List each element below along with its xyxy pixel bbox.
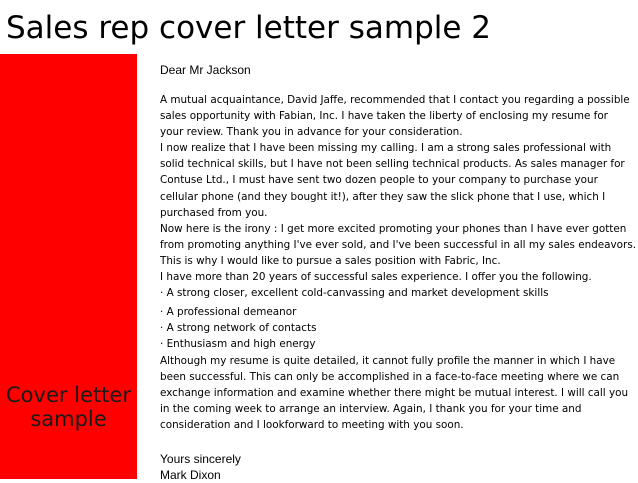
letter-line: solid technical skills, but I have not been selling technical products. As sales manager for: [160, 158, 625, 171]
letter-bullet: · Enthusiasm and high energy: [160, 338, 316, 351]
letter-bullet: · A strong closer, excellent cold-canvassing and market development skills: [160, 287, 549, 300]
letter-line: your review. Thank you in advance for your consideration.: [160, 126, 463, 139]
letter-line: This is why I would like to pursue a sales position with Fabric, Inc.: [160, 254, 501, 267]
sidebar-label-line-2: sample: [30, 407, 107, 431]
letter-body: [160, 62, 637, 483]
slide-title: Sales rep cover letter sample 2: [6, 10, 492, 46]
letter-line: I now realize that I have been missing my calling. I am a strong sales professional with: [160, 142, 612, 155]
red-sidebar: [0, 54, 137, 479]
letter-line: Although my resume is quite detailed, it cannot fully profile the manner in which I have: [160, 354, 616, 367]
letter-signature: Mark Dixon: [160, 467, 221, 482]
letter-line: exchange information and examine whether there might be mutual interest. I will call you: [160, 386, 629, 399]
letter-line: from promoting anything I've ever sold, and I've been successful in all my sales endeavors.: [160, 238, 637, 251]
letter-line: consideration and I lookforward to meeting with you soon.: [160, 418, 464, 431]
letter-line: purchased from you.: [160, 206, 268, 219]
letter-line: I have more than 20 years of successful sales experience. I offer you the following.: [160, 271, 592, 284]
letter-closing: Yours sincerely: [160, 451, 241, 466]
letter-bullet: · A professional demeanor: [160, 306, 297, 319]
sidebar-label-line-1: Cover letter: [6, 383, 131, 407]
letter-line: been successful. This can only be accomplished in a face-to-face meeting where we can: [160, 370, 620, 383]
letter-greeting: Dear Mr Jackson: [160, 63, 251, 77]
letter-bullet: · A strong network of contacts: [160, 322, 317, 335]
letter-line: A mutual acquaintance, David Jaffe, recommended that I contact you regarding a possible: [160, 94, 630, 106]
letter-line: Now here is the irony : I get more excited promoting your phones than I have ever gotten: [160, 222, 627, 235]
letter-line: cellular phone (and they bought it!), after they saw the slick phone that I use, which I: [160, 190, 606, 203]
letter-line: in the coming week to arrange an interview. Again, I thank you for your time and: [160, 402, 582, 415]
letter-line: sales opportunity with Fabian, Inc. I have taken the liberty of enclosing my resume for: [160, 110, 608, 123]
letter-line: Contuse Ltd., I must have sent two dozen people to your company to purchase your: [160, 174, 598, 187]
sidebar-label: [0, 383, 137, 431]
